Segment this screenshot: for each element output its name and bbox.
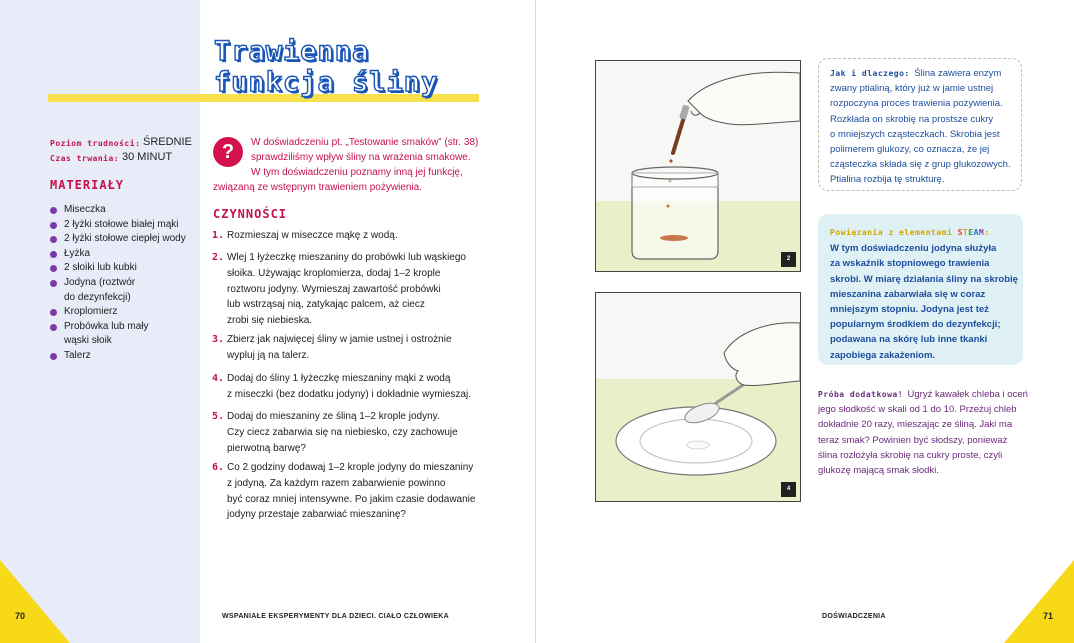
photo-spoon-plate	[595, 292, 801, 502]
material-item	[50, 276, 200, 305]
material-item	[50, 247, 200, 262]
how-why-line: Ślina zawiera enzym	[914, 68, 1002, 79]
steam-label-prefix: Powiązania z elementami	[830, 228, 958, 237]
steam-label-suffix: :	[984, 228, 990, 237]
photo-number-badge: 2	[781, 252, 796, 267]
how-why-line: cząsteczka składa się z grup glukozowych.	[830, 159, 1011, 171]
book-spine	[535, 0, 536, 643]
difficulty-label: Poziom trudności:	[50, 139, 141, 148]
step-text-line: słoika. Używając kroplomierza, dodaj 1–2 krople	[227, 267, 441, 279]
material-item	[50, 320, 200, 349]
step-text-line: lub wstrząsaj nią, zatykając palcem, aż ciecz	[227, 299, 425, 311]
material-item-line: Łyżka	[64, 247, 91, 259]
extra-line: ślina rozłożyła skrobię na cukry proste, czyli	[818, 449, 1003, 461]
page-number-right: 71	[1043, 611, 1054, 621]
material-item-line: do dezynfekcji)	[64, 291, 131, 303]
steam-letter-a: A	[973, 228, 979, 237]
material-item-line: Kroplomierz	[64, 306, 118, 318]
step-text-line: Co 2 godziny dodawaj 1–2 krople jodyny do mieszaniny	[227, 462, 474, 473]
material-item-line: Miseczka	[64, 204, 106, 215]
how-why-label: Jak i dlaczego:	[830, 69, 910, 78]
steam-letter-t: T	[962, 228, 969, 237]
extra-label: Próba dodatkowa!	[818, 390, 904, 399]
how-why-line: o mniejszych cząsteczkach. Skrobia jest	[830, 128, 1000, 140]
intro-line: W tym doświadczeniu poznamy inną jej funkcję,	[251, 167, 463, 178]
step-text-line: Rozmieszaj w miseczce mąkę z wodą.	[227, 230, 398, 241]
step-text-line: Zbierz jak najwięcej śliny w jamie ustnej i ostrożnie	[227, 334, 452, 345]
step-text-line: Dodaj do mieszaniny ze śliną 1–2 krople jodyny.	[227, 411, 440, 422]
photo-number-badge: 4	[781, 482, 796, 497]
steam-line: mniejszym stopniu. Jodyna jest też	[830, 304, 989, 316]
photo-dropper-jar	[595, 60, 801, 272]
step-number: 2.	[212, 252, 225, 263]
intro-block	[213, 135, 503, 195]
steam-line: podawana na skórę lub inne tkanki	[830, 334, 988, 346]
material-item-line: 2 słoiki lub kubki	[64, 262, 137, 274]
material-item	[50, 261, 200, 276]
extra-line: dokładnie 20 razy, mieszając ze śliną. Jaki ma	[818, 419, 1013, 431]
step-number: 1.	[212, 230, 225, 241]
material-item-line: 2 łyżki stołowe białej mąki	[64, 218, 179, 230]
step-text-line: jodyny przestaje zabarwiać mieszaninę?	[227, 509, 406, 521]
material-item	[50, 349, 200, 364]
extra-experiment-text	[818, 385, 1028, 478]
materials-heading: MATERIAŁY	[50, 178, 125, 192]
page-title-line1: Trawienna	[214, 36, 370, 67]
spoon-plate-illustration	[596, 293, 800, 501]
step-text-line: wypluj ją na talerz.	[227, 349, 310, 361]
step-number: 4.	[212, 373, 225, 384]
steam-line: popularnym środkiem do dezynfekcji;	[830, 319, 1001, 331]
step-text-line: Wlej 1 łyżeczkę mieszaniny do probówki lub wąskiego	[227, 252, 466, 263]
step-text-line: roztworu jodyny. Wymieszaj zawartość probówki	[227, 283, 441, 295]
step-text-line: być coraz mniej intensywne. Po jakim czasie dodawanie	[227, 493, 476, 505]
duration-value: 30 MINUT	[122, 151, 173, 163]
steam-line: zapobiega zakażeniom.	[830, 349, 936, 361]
steam-letter-s: S	[957, 228, 963, 237]
step-text-line: Czy ciecz zabarwia się na niebiesko, czy zachowuje	[227, 426, 458, 438]
extra-line: jego słodkość w skali od 1 do 10. Przeżuj chleb	[818, 404, 1017, 416]
extra-line: glukozę mającą smak słodki.	[818, 465, 939, 477]
material-item	[50, 203, 200, 218]
steam-line: W tym doświadczeniu jodyna służyła	[830, 243, 997, 255]
steam-line: skrobi. W miarę działania śliny na skrobię	[830, 273, 1018, 285]
material-item-line: Probówka lub mały	[64, 320, 149, 332]
dropper-jar-illustration	[596, 61, 800, 271]
step-text-line: z miseczki (bez dodatku jodyny) i dokładnie wymieszaj.	[227, 388, 471, 400]
how-why-line: rozpoczyna proces trawienia pożywienia.	[830, 98, 1003, 110]
intro-line: sprawdziliśmy wpływ śliny na wrażenia smakowe.	[251, 152, 471, 163]
step-number: 6.	[212, 462, 225, 473]
extra-line: teraz smak? Powinien być słodszy, ponieważ	[818, 434, 1008, 446]
step-number: 3.	[212, 334, 225, 345]
intro-line: związaną ze wstępnym trawieniem pożywienia.	[213, 182, 422, 193]
step-text-line: zrobi się niebieska.	[227, 315, 313, 327]
how-why-line: polimerem glukozy, co oznacza, że jej	[830, 144, 990, 156]
material-item	[50, 305, 200, 320]
corner-decoration-left	[0, 560, 70, 643]
extra-line: Ugryź kawałek chleba i oceń	[907, 389, 1028, 400]
material-item-line: Talerz	[64, 349, 91, 361]
difficulty-value: ŚREDNIE	[143, 136, 192, 148]
step-number: 5.	[212, 411, 225, 422]
how-why-line: zwany ptialiną, który już w jamie ustnej	[830, 83, 994, 95]
step-text-line: z jodyną. Za każdym razem zabarwienie powinno	[227, 477, 446, 489]
step-text-line: Dodaj do śliny 1 łyżeczkę mieszaniny mąki z wodą	[227, 373, 451, 384]
material-item-line: 2 łyżki stołowe ciepłej wody	[64, 233, 186, 245]
steps-heading: CZYNNOŚCI	[213, 207, 288, 221]
steam-line: za wskaźnik stopniowego trawienia	[830, 258, 990, 270]
steam-heading	[830, 223, 1018, 240]
steam-letter-e: E	[968, 228, 974, 237]
footer-section-title: DOŚWIADCZENIA	[822, 613, 886, 620]
footer-book-title: WSPANIAŁE EKSPERYMENTY DLA DZIECI. CIAŁO CZŁOWIEKA	[222, 613, 449, 620]
material-item-line: wąski słoik	[64, 335, 112, 347]
how-why-line: Rozkłada on skrobię na prostsze cukry	[830, 113, 994, 125]
intro-line: W doświadczeniu pt. „Testowanie smaków” (str. 38)	[251, 137, 479, 148]
materials-list	[50, 203, 200, 364]
material-item	[50, 218, 200, 233]
steam-letter-m: M	[978, 228, 985, 237]
how-why-text	[830, 64, 1011, 188]
material-item	[50, 232, 200, 247]
page-number-left: 70	[15, 611, 26, 621]
page-title-line2: funkcja śliny	[214, 67, 439, 98]
material-item-line: Jodyna (roztwór	[64, 276, 136, 288]
how-why-line: Ptialina rozbija tę strukturę.	[830, 174, 945, 186]
corner-decoration-right	[1004, 560, 1074, 643]
steam-text	[830, 223, 1018, 363]
question-mark-icon: ?	[213, 137, 243, 167]
step-text-line: pierwotną barwę?	[227, 442, 306, 454]
duration-label: Czas trwania:	[50, 154, 120, 163]
steam-line: mieszanina zabarwiała się w coraz	[830, 288, 986, 300]
